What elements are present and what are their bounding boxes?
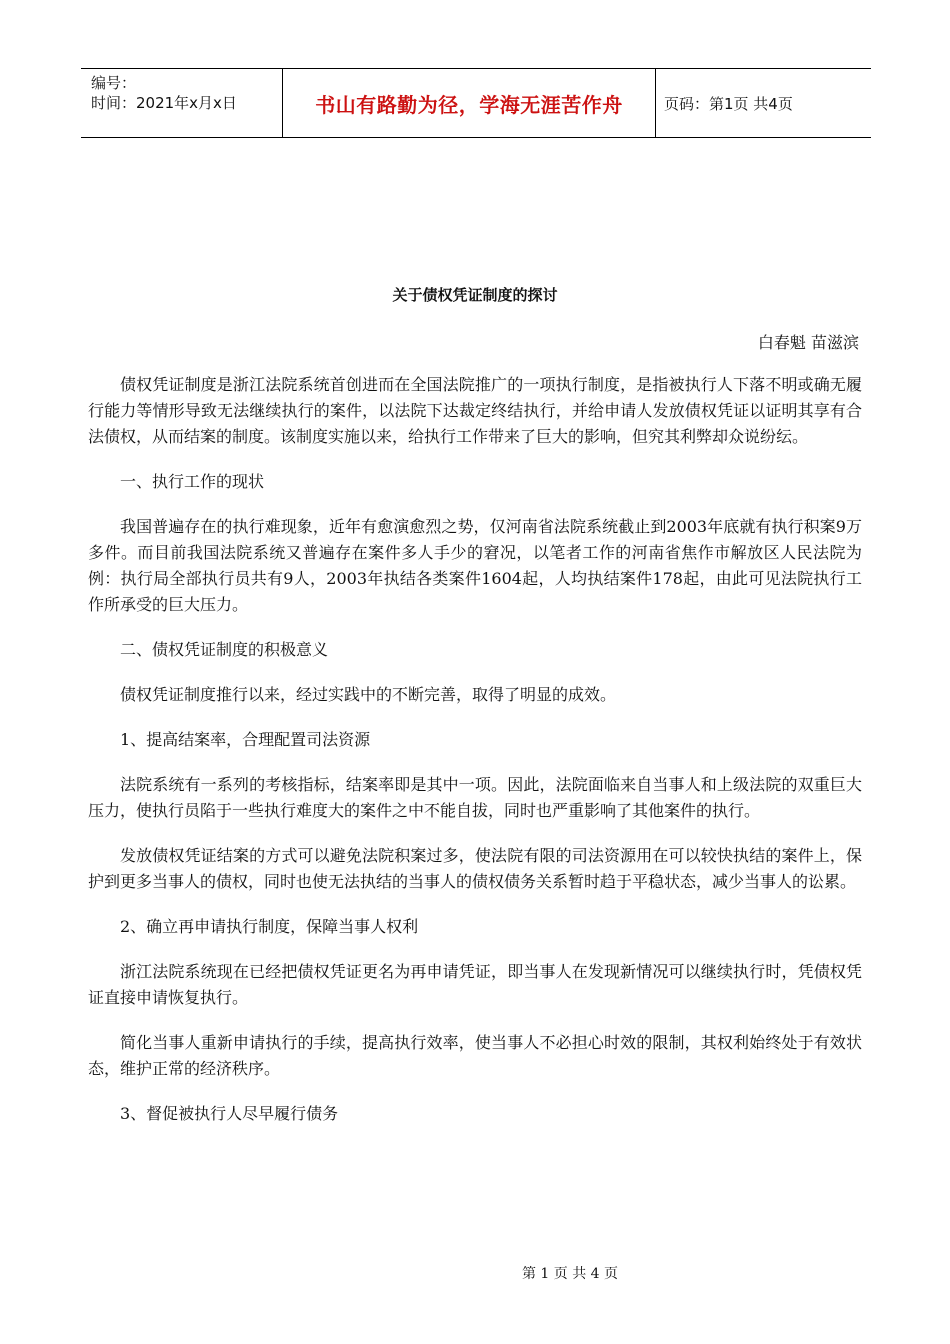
- document-number-label: 编号：: [91, 74, 137, 92]
- section-heading: 一、执行工作的现状: [120, 472, 265, 491]
- header-motto: 书山有路勤为径，学海无涯苦作舟: [282, 69, 656, 137]
- paragraph: 债权凭证制度是浙江法院系统首创进而在全国法院推广的一项执行制度，是指被执行人下落不明或确无履行能力等情形导致无法继续执行的案件，以法院下达裁定终结执行，并给申请人发放债权凭证以证明其享有合法债权，从而结案的制度。该制度实施以来，给执行工作带来了巨大的影响，但究其利弊却众说纷纭。: [88, 375, 862, 446]
- subsection-heading: 1、提高结案率，合理配置司法资源: [120, 730, 371, 749]
- paragraph: 债权凭证制度推行以来，经过实践中的不断完善，取得了明显的成效。: [120, 685, 617, 704]
- paragraph: 法院系统有一系列的考核指标，结案率即是其中一项。因此，法院面临来自当事人和上级法院的双重巨大压力，使执行员陷于一些执行难度大的案件之中不能自拔，同时也严重影响了其他案件的执行。: [88, 775, 862, 820]
- header-page-info: 页码：第1页 共4页: [664, 94, 793, 113]
- subsection-heading: 3、督促被执行人尽早履行债务: [120, 1104, 339, 1123]
- paragraph: 我国普遍存在的执行难现象，近年有愈演愈烈之势，仅河南省法院系统截止到2003年底就有执行积案9万多件。而目前我国法院系统又普遍存在案件多人手少的窘况，以笔者工作的河南省焦作市解放区人民法院为例：执行局全部执行员共有9人，2003年执结各类案件1604起，人均执结案件178起，由此可见法院执行工作所承受的巨大压力。: [88, 517, 862, 614]
- page-header: [81, 68, 871, 138]
- document-body: [88, 372, 862, 1146]
- paragraph: 简化当事人重新申请执行的手续，提高执行效率，使当事人不必担心时效的限制，其权利始终处于有效状态，维护正常的经济秩序。: [88, 1033, 862, 1078]
- header-meta: [81, 69, 282, 137]
- page-footer: 第 1 页 共 4 页: [521, 1266, 619, 1282]
- section-heading: 二、债权凭证制度的积极意义: [120, 640, 329, 659]
- document-time-label: 时间：2021年x月x日: [91, 94, 237, 112]
- document-authors: 白春魁 苗滋滨: [757, 333, 859, 352]
- paragraph: 浙江法院系统现在已经把债权凭证更名为再申请凭证，即当事人在发现新情况可以继续执行时，凭债权凭证直接申请恢复执行。: [88, 962, 862, 1007]
- document-title: 关于债权凭证制度的探讨: [392, 286, 558, 304]
- paragraph: 发放债权凭证结案的方式可以避免法院积案过多，使法院有限的司法资源用在可以较快执结的案件上，保护到更多当事人的债权，同时也使无法执结的当事人的债权债务关系暂时趋于平稳状态，减少当事人的讼累。: [88, 846, 862, 891]
- subsection-heading: 2、确立再申请执行制度，保障当事人权利: [120, 917, 419, 936]
